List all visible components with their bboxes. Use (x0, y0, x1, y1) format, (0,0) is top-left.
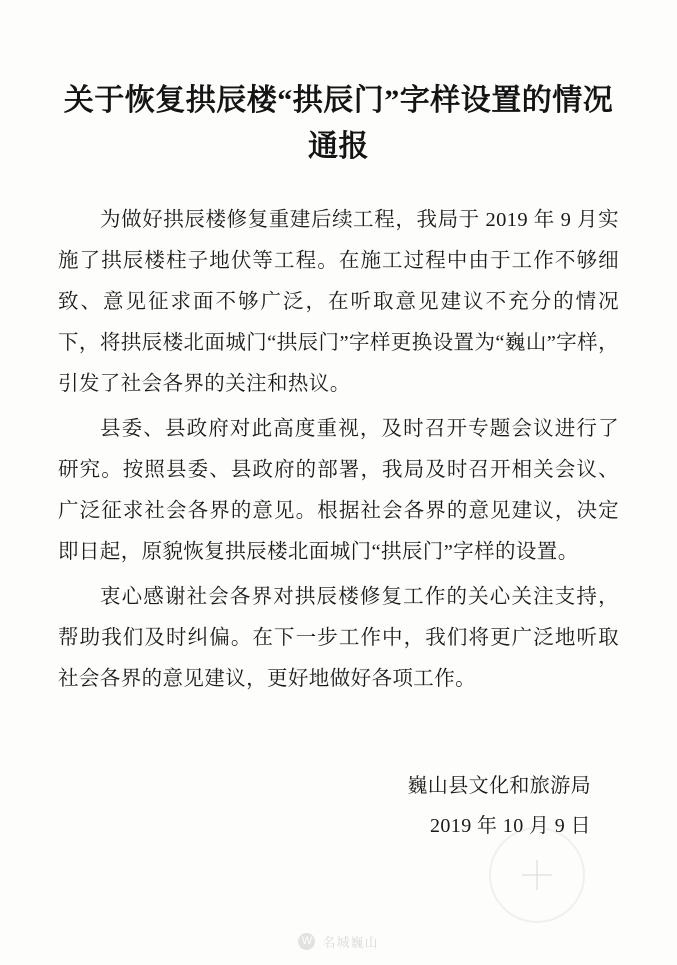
weibo-logo-icon: W (298, 933, 315, 950)
paragraph: 衷心感谢社会各界对拱辰楼修复工作的关心关注支持，帮助我们及时纠偏。在下一步工作中，我们将更广泛地听取社会各界的意见建议，更好地做好各项工作。 (58, 586, 619, 690)
issuer-name: 巍山县文化和旅游局 (407, 775, 591, 797)
paragraph: 为做好拱辰楼修复重建后续工程，我局于 2019 年 9 月实施了拱辰楼柱子地伏等工程。在施工过程中由于工作不够细致、意见征求面不够广泛，在听取意见建议不充分的情况下，将拱辰楼北面城门“拱辰门”字样更换设置为“巍山”字样，引发了社会各界的关注和热议。 (58, 209, 619, 395)
watermark-label: 名城巍山 (322, 935, 379, 950)
issue-date: 2019 年 10 月 9 日 (430, 815, 591, 837)
watermark (0, 932, 677, 951)
signature-block (0, 704, 677, 846)
document-body (0, 170, 677, 700)
page-title: 关于恢复拱辰楼“拱辰门”字样设置的情况通报 (63, 84, 614, 163)
paragraph: 县委、县政府对此高度重视，及时召开专题会议进行了研究。按照县委、县政府的部署，我局及时召开相关会议、广泛征求社会各界的意见。根据社会各界的意见建议，决定即日起，原貌恢复拱辰楼北面城门“拱辰门”字样的设置。 (58, 418, 619, 563)
